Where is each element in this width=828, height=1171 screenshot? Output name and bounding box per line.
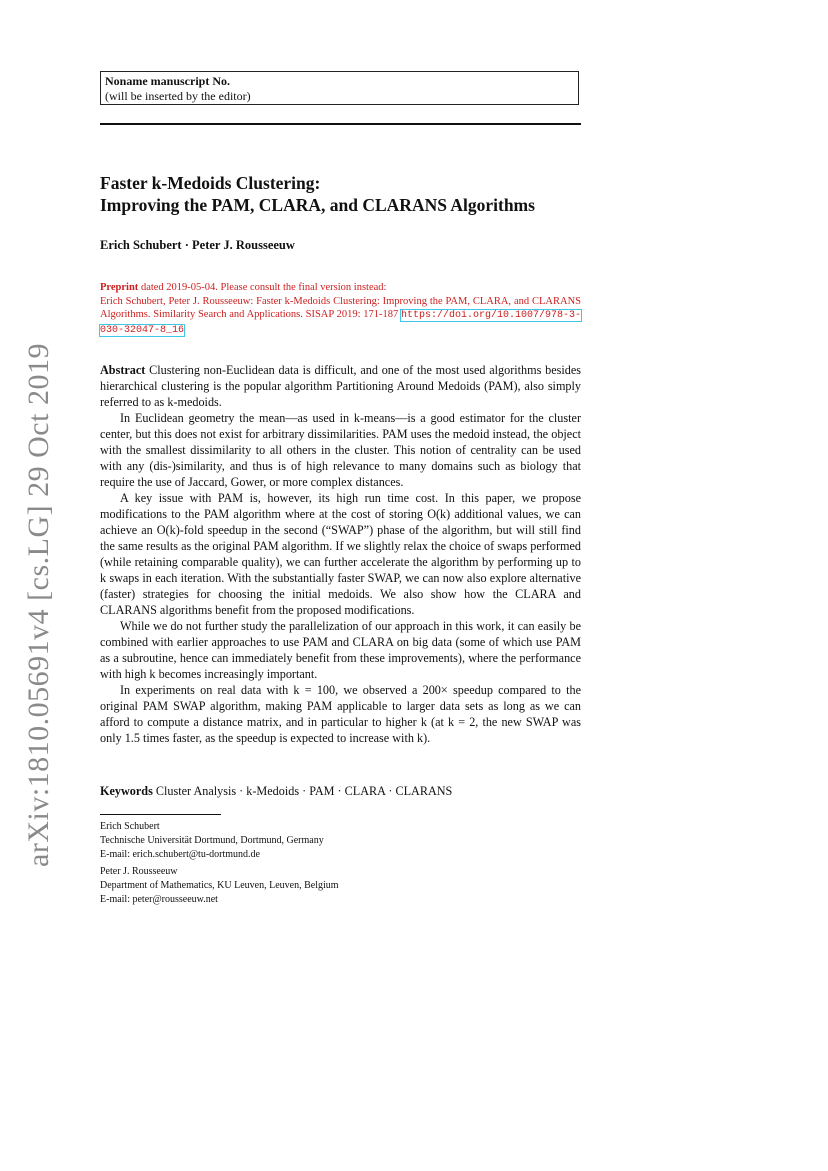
affiliation-name: Erich Schubert (100, 821, 160, 832)
abstract (100, 362, 581, 746)
header-rule (100, 123, 581, 125)
preprint-citation: Erich Schubert, Peter J. Rousseeuw: Faster k-Medoids Clustering: Improving the PAM, CLARA, and CLARANS Algorithms. Similarity Search and Applications. SISAP 2019: 171-187 (100, 295, 581, 320)
keywords-label: Keywords (100, 784, 153, 798)
author-list: Erich Schubert · Peter J. Rousseeuw (100, 238, 295, 252)
preprint-label: Preprint (100, 282, 139, 293)
keywords (100, 784, 452, 799)
affiliation-schubert (100, 820, 500, 862)
manuscript-number: Noname manuscript No. (105, 74, 230, 88)
affiliation-org: Department of Mathematics, KU Leuven, Leuven, Belgium (100, 880, 339, 891)
arxiv-identifier: arXiv:1810.05691v4 [cs.LG] 29 Oct 2019 (22, 343, 55, 867)
affiliation-email: E-mail: peter@rousseeuw.net (100, 894, 218, 905)
footnote-rule (100, 814, 221, 815)
affiliation-name: Peter J. Rousseeuw (100, 866, 178, 877)
paper-title (100, 172, 580, 216)
abstract-paragraph: In experiments on real data with k = 100, we observed a 200× speedup compared to the original PAM SWAP algorithm, making PAM applicable to larger data sets as long as we can afford to compute a distance matrix, and in particular to higher k (at k = 2, the new SWAP was only 1.5 times faster, as the speedup is expected to increase with k). (100, 683, 581, 745)
manuscript-box (100, 71, 579, 105)
affiliation-email: E-mail: erich.schubert@tu-dortmund.de (100, 849, 260, 860)
doi-link[interactable]: https://doi.org/10.1007/978-3-030-32047-8_16 (100, 310, 581, 336)
keywords-list: Cluster Analysis · k-Medoids · PAM · CLARA · CLARANS (152, 784, 453, 798)
abstract-paragraph: A key issue with PAM is, however, its high run time cost. In this paper, we propose modifications to the PAM algorithm where at the cost of storing O(k) additional values, we can achieve an O(k)-fold speedup in the second (“SWAP”) phase of the algorithm, but will still find the same results as the original PAM algorithm. If we slightly relax the choice of swaps performed (while retaining comparable quality), we can further accelerate the algorithm by performing up to k swaps in each iteration. With the substantially faster SWAP, we can now also explore alternative (faster) strategies for choosing the initial medoids. We also show how the CLARA and CLARANS algorithms benefit from the proposed modifications. (100, 491, 581, 617)
title-line-2: Improving the PAM, CLARA, and CLARANS Algorithms (100, 195, 535, 215)
affiliation-org: Technische Universität Dortmund, Dortmund, Germany (100, 835, 324, 846)
preprint-notice (100, 281, 581, 337)
editor-note: (will be inserted by the editor) (105, 89, 251, 103)
arxiv-side-stamp (14, 343, 64, 867)
preprint-date-text: dated 2019-05-04. Please consult the final version instead: (138, 282, 387, 293)
title-line-1: Faster k-Medoids Clustering: (100, 173, 321, 193)
abstract-paragraph: Abstract Clustering non-Euclidean data is difficult, and one of the most used algorithms besides hierarchical clustering is the popular algorithm Partitioning Around Medoids (PAM), also simply referred to as k-medoids. (100, 363, 581, 409)
abstract-paragraph: While we do not further study the parallelization of our approach in this work, it can easily be combined with earlier approaches to use PAM and CLARA on big data (some of which use PAM as a subroutine, hence can immediately benefit from these improvements), where the performance with high k becomes increasingly important. (100, 619, 581, 681)
abstract-paragraph: In Euclidean geometry the mean—as used in k-means—is a good estimator for the cluster center, but this does not exist for arbitrary dissimilarities. PAM uses the medoid instead, the object with the smallest dissimilarity to all others in the cluster. This notion of centrality can be used with any (dis-)similarity, and thus is of high relevance to many domains such as biology that require the use of Jaccard, Gower, or more complex distances. (100, 411, 581, 489)
abstract-label: Abstract (100, 363, 146, 377)
affiliation-rousseeuw (100, 865, 500, 907)
